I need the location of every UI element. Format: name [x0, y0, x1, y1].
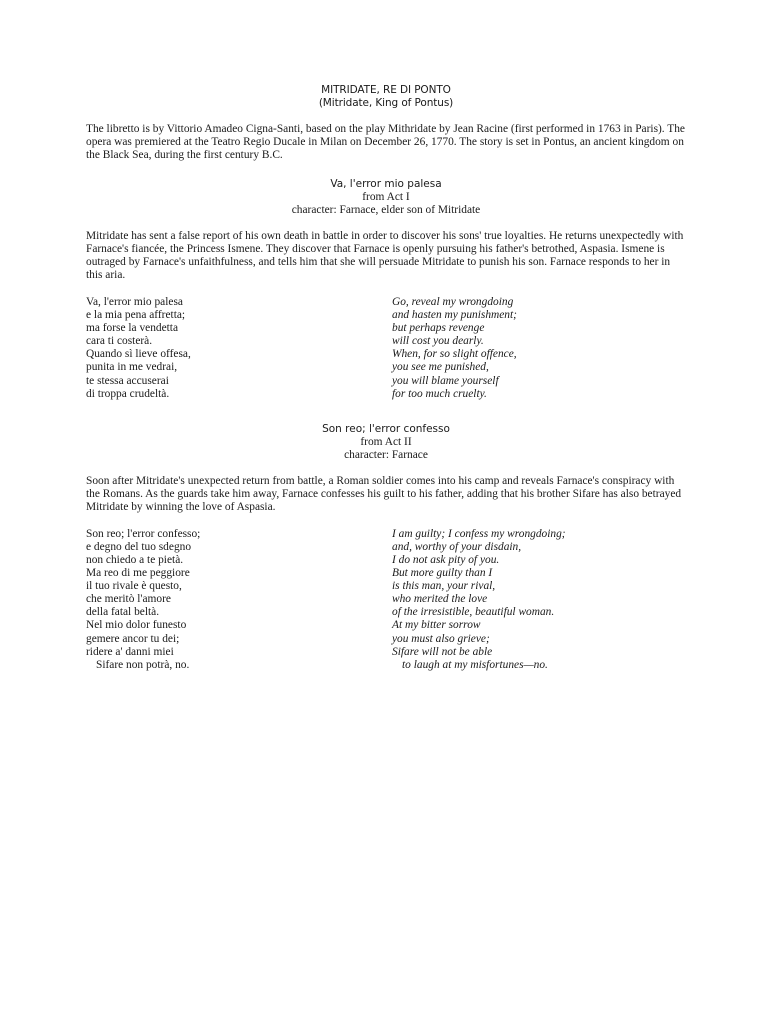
verse-line: I am guilty; I confess my wrongdoing;: [392, 527, 566, 540]
english-translation: [392, 528, 672, 672]
verse-line: When, for so slight offence,: [392, 348, 517, 361]
verse-line: and hasten my punishment;: [392, 309, 517, 322]
verse-line: to laugh at my misfortunes—no.: [402, 658, 548, 671]
page-title: MITRIDATE, RE DI PONTO: [321, 84, 451, 96]
verse-line: e degno del tuo sdegno: [86, 540, 192, 553]
verse-line: you will blame yourself: [392, 374, 499, 387]
aria-act: from Act I: [362, 191, 410, 203]
document-page: [86, 84, 686, 672]
verse-line: for too much cruelty.: [392, 387, 487, 400]
verse-line: gemere ancor tu dei;: [86, 632, 180, 645]
verse-line: Sifare will not be able: [392, 645, 493, 658]
verse-columns: [86, 296, 686, 401]
verse-line: I do not ask pity of you.: [392, 553, 500, 566]
verse-line: and, worthy of your disdain,: [392, 540, 522, 553]
verse-line: il tuo rivale è questo,: [86, 580, 182, 593]
aria-character: character: Farnace: [344, 448, 428, 461]
verse-line: But more guilty than I: [392, 567, 493, 580]
verse-line: che meritò l'amore: [86, 593, 171, 606]
verse-line: Son reo; l'error confesso;: [86, 527, 201, 540]
verse-line: della fatal beltà.: [86, 606, 160, 619]
english-translation: [392, 296, 672, 401]
verse-line: will cost you dearly.: [392, 335, 484, 348]
aria-synopsis: Mitridate has sent a false report of his own death in battle in order to discover his sons' true loyalties. He returns unexpectedly with Farnace's fiancée, the Princess Ismene. They discover that Farnace is openly pursuing his father's betrothed, Aspasia. Ismene is outraged by Farnace's unfaithfulness, and tells him that she will persuade Mitridate to punish his son. Farnace responds to her in this aria.: [86, 230, 684, 281]
verse-line: cara ti costerà.: [86, 335, 153, 348]
verse-line: who merited the love: [392, 593, 488, 606]
verse-line: of the irresistible, beautiful woman.: [392, 606, 555, 619]
verse-line: Nel mio dolor funesto: [86, 619, 187, 632]
aria-act: from Act II: [360, 435, 412, 448]
aria-section: [86, 178, 686, 401]
aria-title: Son reo; l'error confesso: [322, 422, 450, 435]
verse-line: Go, reveal my wrongdoing: [392, 296, 514, 308]
verse-line: punita in me vedrai,: [86, 361, 178, 374]
aria-synopsis: Soon after Mitridate's unexpected return from battle, a Roman soldier comes into his camp and reveals Farnace's conspiracy with the Romans. As the guards take him away, Farnace confesses his guilt to his father, adding that his brother Sifare has also betrayed Mitridate by winning the love of Aspasia.: [86, 474, 682, 513]
intro-paragraph: The libretto is by Vittorio Amadeo Cigna-Santi, based on the play Mithridate by Jean Racine (first performed in 1763 in Paris). The opera was premiered at the Teatro Regio Ducale in Milan on December 26, 1770. The story is set in Pontus, an ancient kingdom on the Black Sea, during the first century B.C.: [86, 123, 685, 161]
verse-line: but perhaps revenge: [392, 322, 485, 335]
verse-line: non chiedo a te pietà.: [86, 553, 184, 566]
verse-line: Quando sì lieve offesa,: [86, 348, 191, 361]
page-subtitle: (Mitridate, King of Pontus): [318, 97, 454, 109]
italian-text: [86, 296, 392, 401]
verse-line: ma forse la vendetta: [86, 322, 179, 335]
verse-line: you see me punished,: [392, 361, 489, 374]
verse-line: te stessa accuserai: [86, 374, 169, 387]
aria-title: Va, l'error mio palesa: [330, 178, 442, 190]
aria-character: character: Farnace, elder son of Mitridate: [291, 204, 481, 216]
verse-line: e la mia pena affretta;: [86, 309, 186, 322]
aria-section: [86, 423, 686, 672]
verse-line: di troppa crudeltà.: [86, 387, 170, 400]
italian-text: [86, 528, 392, 672]
verse-line: Ma reo di me peggiore: [86, 567, 190, 580]
verse-line: is this man, your rival,: [392, 580, 496, 593]
verse-line: you must also grieve;: [392, 632, 490, 645]
verse-line: Va, l'error mio palesa: [86, 296, 183, 308]
verse-line: ridere a' danni miei: [86, 645, 174, 658]
verse-line: At my bitter sorrow: [392, 619, 481, 632]
verse-columns: [86, 528, 686, 672]
verse-line: Sifare non potrà, no.: [96, 658, 190, 671]
